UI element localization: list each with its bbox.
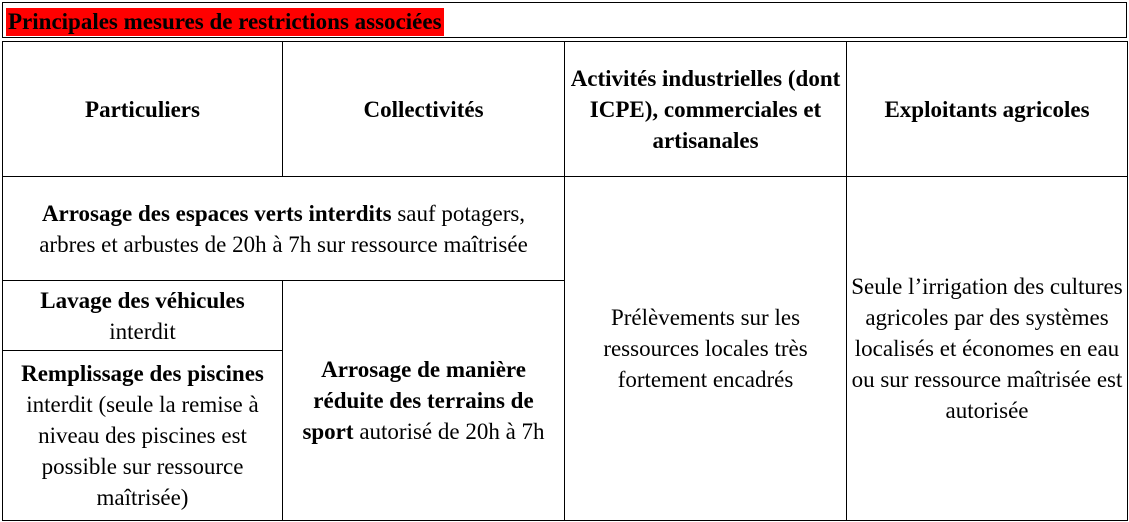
cell-terrains-sport xyxy=(283,281,565,521)
restrictions-table xyxy=(2,41,1128,521)
cell-sport-bold: Arrosage de manière réduite des terrains de sport xyxy=(302,357,534,444)
cell-arrosage-bold: Arrosage des espaces verts interdits xyxy=(41,200,392,226)
cell-lavage-vehicules xyxy=(3,281,283,351)
cell-remplissage-text: interdit (seule la remise à niveau des piscines est possible sur ressource maîtrisée) xyxy=(26,392,259,510)
header-row xyxy=(3,42,1128,177)
cell-remplissage-bold: Remplissage des piscines xyxy=(21,361,264,386)
cell-lavage-bold: Lavage des véhicules xyxy=(40,287,245,313)
cell-arrosage-espaces-verts xyxy=(3,177,565,281)
cell-arrosage-text: sauf potagers, arbres et arbustes de 20h à 7h sur ressource maîtrisée xyxy=(39,200,528,257)
header-collectivites: Collectivités xyxy=(283,42,565,177)
header-agricoles: Exploitants agricoles xyxy=(847,42,1128,177)
header-industrie: Activités industrielles (dont ICPE), commerciales et artisanales xyxy=(565,42,847,177)
table-title: Principales mesures de restrictions associées xyxy=(8,9,442,34)
cell-industrie xyxy=(565,177,847,521)
cell-agricole xyxy=(847,177,1128,521)
cell-lavage-text: interdit xyxy=(109,318,176,344)
table-row xyxy=(3,177,1128,281)
cell-industrie-text: Prélèvements sur les ressources locales très fortement encadrés xyxy=(603,305,808,392)
header-particuliers: Particuliers xyxy=(3,42,283,177)
cell-sport-text: autorisé de 20h à 7h xyxy=(353,419,545,444)
cell-agricole-text: Seule l’irrigation des cultures agricoles par des systèmes localisés et économes en eau ou sur ressource maîtrisée est autorisée xyxy=(851,274,1123,423)
cell-remplissage-piscines xyxy=(3,351,283,521)
title-row xyxy=(2,2,1127,38)
